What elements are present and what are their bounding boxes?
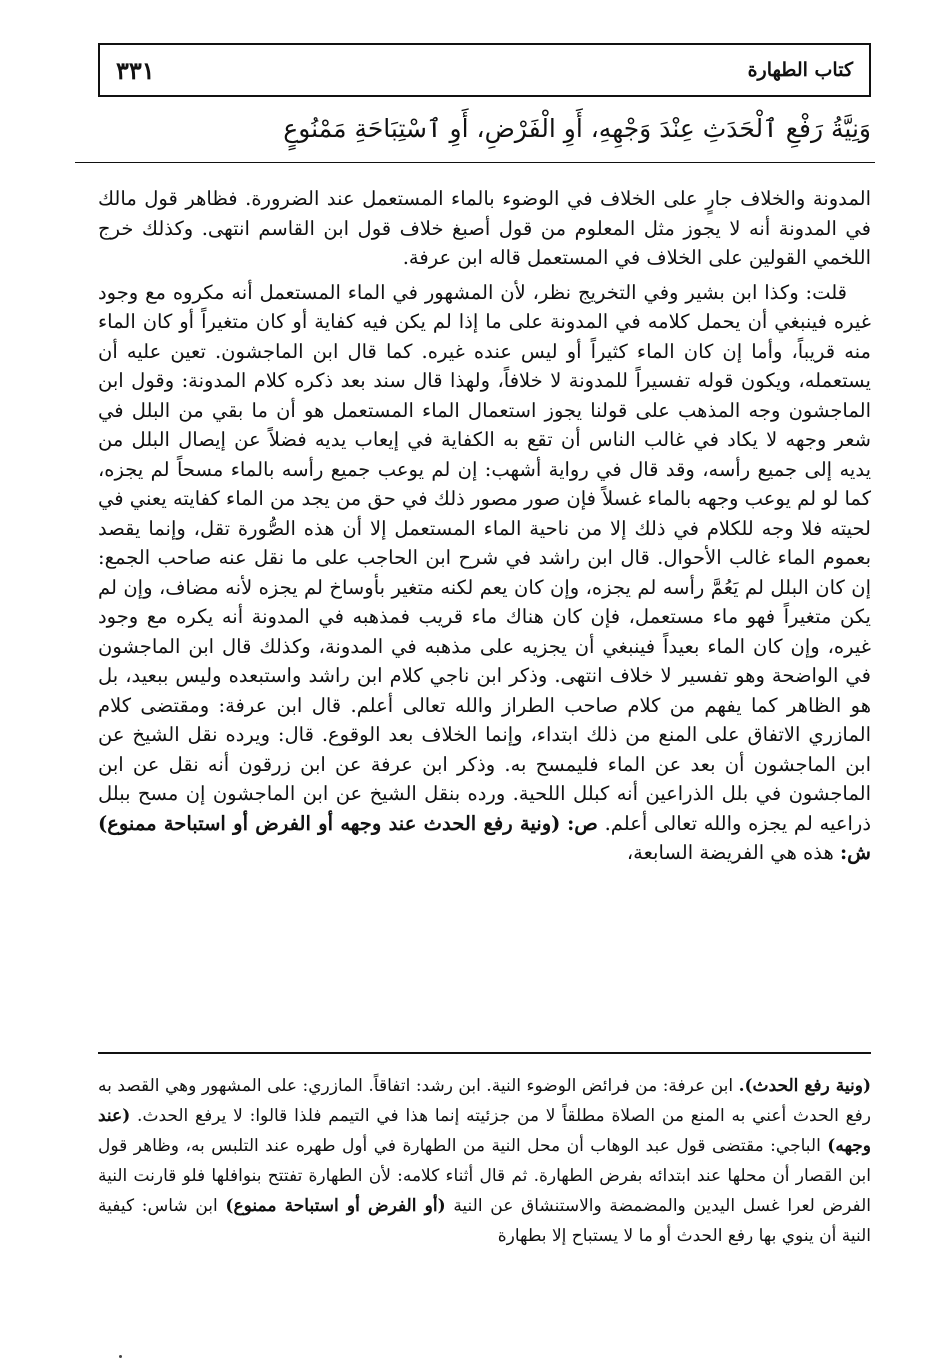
scan-speck [119, 1355, 122, 1358]
top-divider [75, 162, 875, 163]
matn-verse: وَنِيَّةُ رَفْعِ ٱلْحَدَثِ عِنْدَ وَجْهِهِ، أَوِ الْفَرْضِ، أَوِ ٱسْتِبَاحَةِ مَمْنُوعٍ [283, 114, 871, 143]
footnote-part-1: ابن عرفة: من فرائض الوضوء النية. ابن رشد: اتفاقاً. المازري: على المشهور وهي القصد به رفع الحدث أعني به المنع من الصلاة مطلقاً لا من جزئيته إنما هذا في التيمم فلذا قالوا: لا يرفع الحدث. [98, 1076, 872, 1126]
main-commentary [98, 184, 871, 868]
paragraph-1: المدونة والخلاف جارٍ على الخلاف في الوضوء بالماء المستعمل عند الضرورة. فظاهر قول مالك في المدونة أنه لا يجوز مثل المعلوم من قول أصبغ خلاف قول ابن القاسم انتهى. وكذلك خرج اللخمي القولين على الخلاف في المستعمل قاله ابن عرفة. [98, 187, 871, 269]
sad-marker: ص: [567, 811, 598, 835]
closing-text: هذه هي الفريضة السابعة، [626, 841, 834, 864]
footnote-part-2: الباجي: مقتضى قول عبد الوهاب أن محل النية من الطهارة في أول طهره عند التلبس به، وظاهر قول ابن القصار أن محلها عند ابتدائه بفرض الطهارة. ثم قال أثناء كلامه: لأن الطهارة تفتتح بنوافلها فلو قارنت النية الفرض لعرا غسل اليدين والمضمضة والاستنشاق عن النية [98, 1136, 871, 1216]
matn-quote: (ونية رفع الحدث عند وجهه أو الفرض أو استباحة ممنوع) [98, 811, 561, 835]
book-title: كتاب الطهارة [747, 59, 853, 81]
shin-marker: ش: [839, 841, 871, 864]
footnote-section [98, 1071, 871, 1251]
footnote-lead: (ونية رفع الحدث). [738, 1076, 871, 1096]
page-header [98, 43, 871, 97]
paragraph-2-text: قلت: وكذا ابن بشير وفي التخريج نظر، لأن المشهور في الماء المستعمل أنه مكروه مع وجود غيره فينبغي أن يحمل كلامه في المدونة على ما إذا لم يكن فيه كفاية أو كان متغيراً أو كان الماء منه قريباً، وأما إن كان الماء كثيراً أو ليس عنده غيره. كما قال ابن الماجشون. تعين عليه أن يستعمله، ويكون قوله تفسيراً للمدونة لا خلافاً، ولهذا قال سند بعد ذكره كلام المدونة: وقول ابن الماجشون وجه المذهب على قولنا يجوز استعمال الماء المستعمل هو أن ما بقي من البلل في شعر وجهه لا يكاد في غالب الناس أن تقع به الكفاية في إيعاب يديه فضلاً عن إيصال البلل من يديه إلى جميع رأسه، وقد قال في رواية أشهب: إن لم يوعب جميع رأسه بالماء مسحاً لم يجزه، كما لو لم يوعب وجهه بالماء غسلاً فإن صور مصور ذلك في حق من يجد من الماء كفايته يعني في لحيته فلا وجه للكلام في ذلك إلا من ناحية الماء المستعمل إلا أن هذه الصُّورة تقل، وإنما يقصد بعموم الماء غالب الأحوال. قال ابن راشد في شرح ابن الحاجب على ما نقل عنه صاحب الجمع: إن كان البلل لم يَعُمَّ رأسه لم يجزه، وإن كان يعم لكنه متغير بأوساخ لم يجزه لأنه مضاف، وإن لم يكن متغيراً فهو ماء مستعمل، فإن كان هناك ماء قريب فمذهبه في المدونة أنه يكره مع وجود غيره، وإن كان الماء بعيداً فينبغي أن يجزيه على مذهبه في المدونة، وكذلك قال ابن الماجشون في الواضحة وهو تفسير لا خلاف انتهى. وذكر ابن ناجي كلام ابن راشد واستبعده وليس ببعيد، بل هو الظاهر كما يفهم من كلام صاحب الطراز والله تعالى أعلم. قال ابن عرفة: ومقتضى كلام المازري الاتفاق على المنع من ذلك ابتداء، وإنما الخلاف بعد الوقوع. قال: ويرده نقل الشيخ عن ابن الماجشون أن بعد عن الماء فليمسح به. وذكر ابن عرفة عن ابن زرقون أنه نقل عن ابن الماجشون في بلل الذراعين أنه كبلل اللحية. ورده بنقل الشيخ عن ابن الماجشون إن مسح ببلل ذراعيه لم يجزه والله تعالى أعلم. [98, 280, 871, 835]
page-number: ٣٣١ [116, 55, 155, 85]
footnote-bold-2: (عند وجهه) [98, 1106, 871, 1156]
paragraph-2 [98, 278, 871, 868]
footnote-part-3: ابن شاس: كيفية النية أن ينوي بها رفع الحدث أو ما لا يستباح إلا بطهارة [98, 1196, 871, 1246]
footnote-divider [98, 1052, 871, 1054]
footnote-bold-3: (أو الفرض أو استباحة ممنوع) [225, 1196, 446, 1216]
